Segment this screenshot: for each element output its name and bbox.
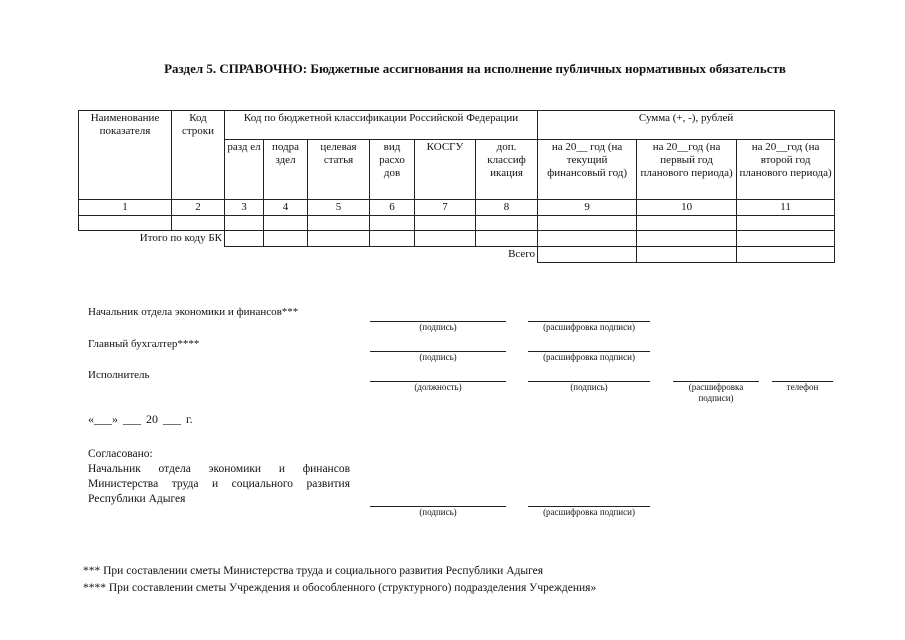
signature-caption: (подпись) — [419, 352, 457, 362]
column-number: 2 — [172, 200, 225, 216]
head-of-finance-label: Начальник отдела экономики и финансов*** — [88, 306, 299, 318]
column-number: 1 — [79, 200, 172, 216]
table-cell[interactable] — [308, 231, 370, 247]
column-number-row — [79, 200, 835, 216]
header-row-code: Код строки — [172, 111, 225, 200]
table-cell[interactable] — [637, 246, 737, 262]
table-cell[interactable] — [370, 231, 415, 247]
column-number: 6 — [370, 200, 415, 216]
table-cell[interactable] — [415, 231, 476, 247]
column-number: 11 — [737, 200, 835, 216]
agreed-line: Министерства труда и социального развития — [88, 478, 350, 490]
agreed-line: Республики Адыгея — [88, 493, 186, 505]
date-line: «___» ___ 20 ___ г. — [88, 412, 193, 426]
decode-caption: (расшифровка подписи) — [543, 507, 635, 517]
column-number: 5 — [308, 200, 370, 216]
phone-caption: телефон — [786, 382, 819, 392]
header-year-current: на 20__ год (на текущий финансовый год) — [538, 140, 637, 200]
table-cell[interactable] — [737, 216, 835, 231]
position-caption: (должность) — [414, 382, 462, 392]
agreed-label: Согласовано: — [88, 448, 153, 460]
header-podrazdel: подра здел — [264, 140, 308, 200]
column-number: 7 — [415, 200, 476, 216]
agreed-line: Начальник отдела экономики и финансов — [88, 463, 350, 475]
table-cell[interactable] — [415, 216, 476, 231]
table-cell[interactable] — [538, 246, 637, 262]
table-cell[interactable] — [637, 216, 737, 231]
grand-total-label: Всего — [508, 247, 536, 260]
column-number: 8 — [476, 200, 538, 216]
column-number: 10 — [637, 200, 737, 216]
total-bk-label: Итого по коду БК — [139, 232, 222, 244]
appropriations-table — [78, 110, 835, 263]
footnote-1: *** При составлении сметы Министерства труда и социального развития Республики Адыгея — [83, 565, 544, 577]
column-number: 4 — [264, 200, 308, 216]
header-target-article: целевая статья — [308, 140, 370, 200]
signature-caption: (подпись) — [570, 382, 608, 392]
header-additional-classification: доп. классиф икация — [476, 140, 538, 200]
header-kosgu: КОСГУ — [415, 140, 476, 200]
footnote-2: **** При составлении сметы Учреждения и обособленного (структурного) подразделения Учреждения» — [83, 582, 597, 594]
header-indicator-name: Наименование показателя — [79, 111, 172, 200]
column-number: 3 — [225, 200, 264, 216]
header-budget-classification: Код по бюджетной классификации Российской Федерации — [225, 111, 538, 140]
table-cell[interactable] — [172, 216, 225, 231]
header-year-plan-2: на 20__год (на второй год планового периода) — [737, 140, 835, 200]
header-razdel: разд ел — [225, 140, 264, 200]
agreement-block — [88, 447, 350, 507]
table-cell[interactable] — [264, 216, 308, 231]
decode-caption: (расшифровка подписи) — [543, 352, 635, 362]
column-number: 9 — [538, 200, 637, 216]
signature-caption: (подпись) — [419, 322, 457, 332]
table-cell[interactable] — [476, 231, 538, 247]
total-bk-row — [79, 231, 835, 247]
table-cell[interactable] — [737, 231, 835, 247]
header-expense-type: вид расхо дов — [370, 140, 415, 200]
table-cell[interactable] — [538, 216, 637, 231]
table-cell[interactable] — [225, 216, 264, 231]
signature-caption: (подпись) — [419, 507, 457, 517]
table-cell[interactable] — [538, 231, 637, 247]
table-cell[interactable] — [476, 216, 538, 231]
header-sum: Сумма (+, -), рублей — [538, 111, 835, 140]
header-year-plan-1: на 20__год (на первый год планового периода) — [637, 140, 737, 200]
table-cell[interactable] — [737, 246, 835, 262]
table-cell[interactable] — [370, 216, 415, 231]
table-cell[interactable] — [225, 231, 264, 247]
grand-total-row — [79, 246, 835, 262]
decode-caption: (расшифровка подписи) — [688, 382, 744, 403]
table-row — [79, 216, 835, 231]
chief-accountant-label: Главный бухгалтер**** — [88, 338, 200, 350]
table-cell[interactable] — [308, 216, 370, 231]
table-cell[interactable] — [264, 231, 308, 247]
section-title: Раздел 5. СПРАВОЧНО: Бюджетные ассигнования на исполнение публичных нормативных обязательств — [164, 61, 786, 76]
table-cell[interactable] — [79, 216, 172, 231]
table-cell[interactable] — [637, 231, 737, 247]
decode-caption: (расшифровка подписи) — [543, 322, 635, 332]
executor-label: Исполнитель — [88, 369, 150, 381]
